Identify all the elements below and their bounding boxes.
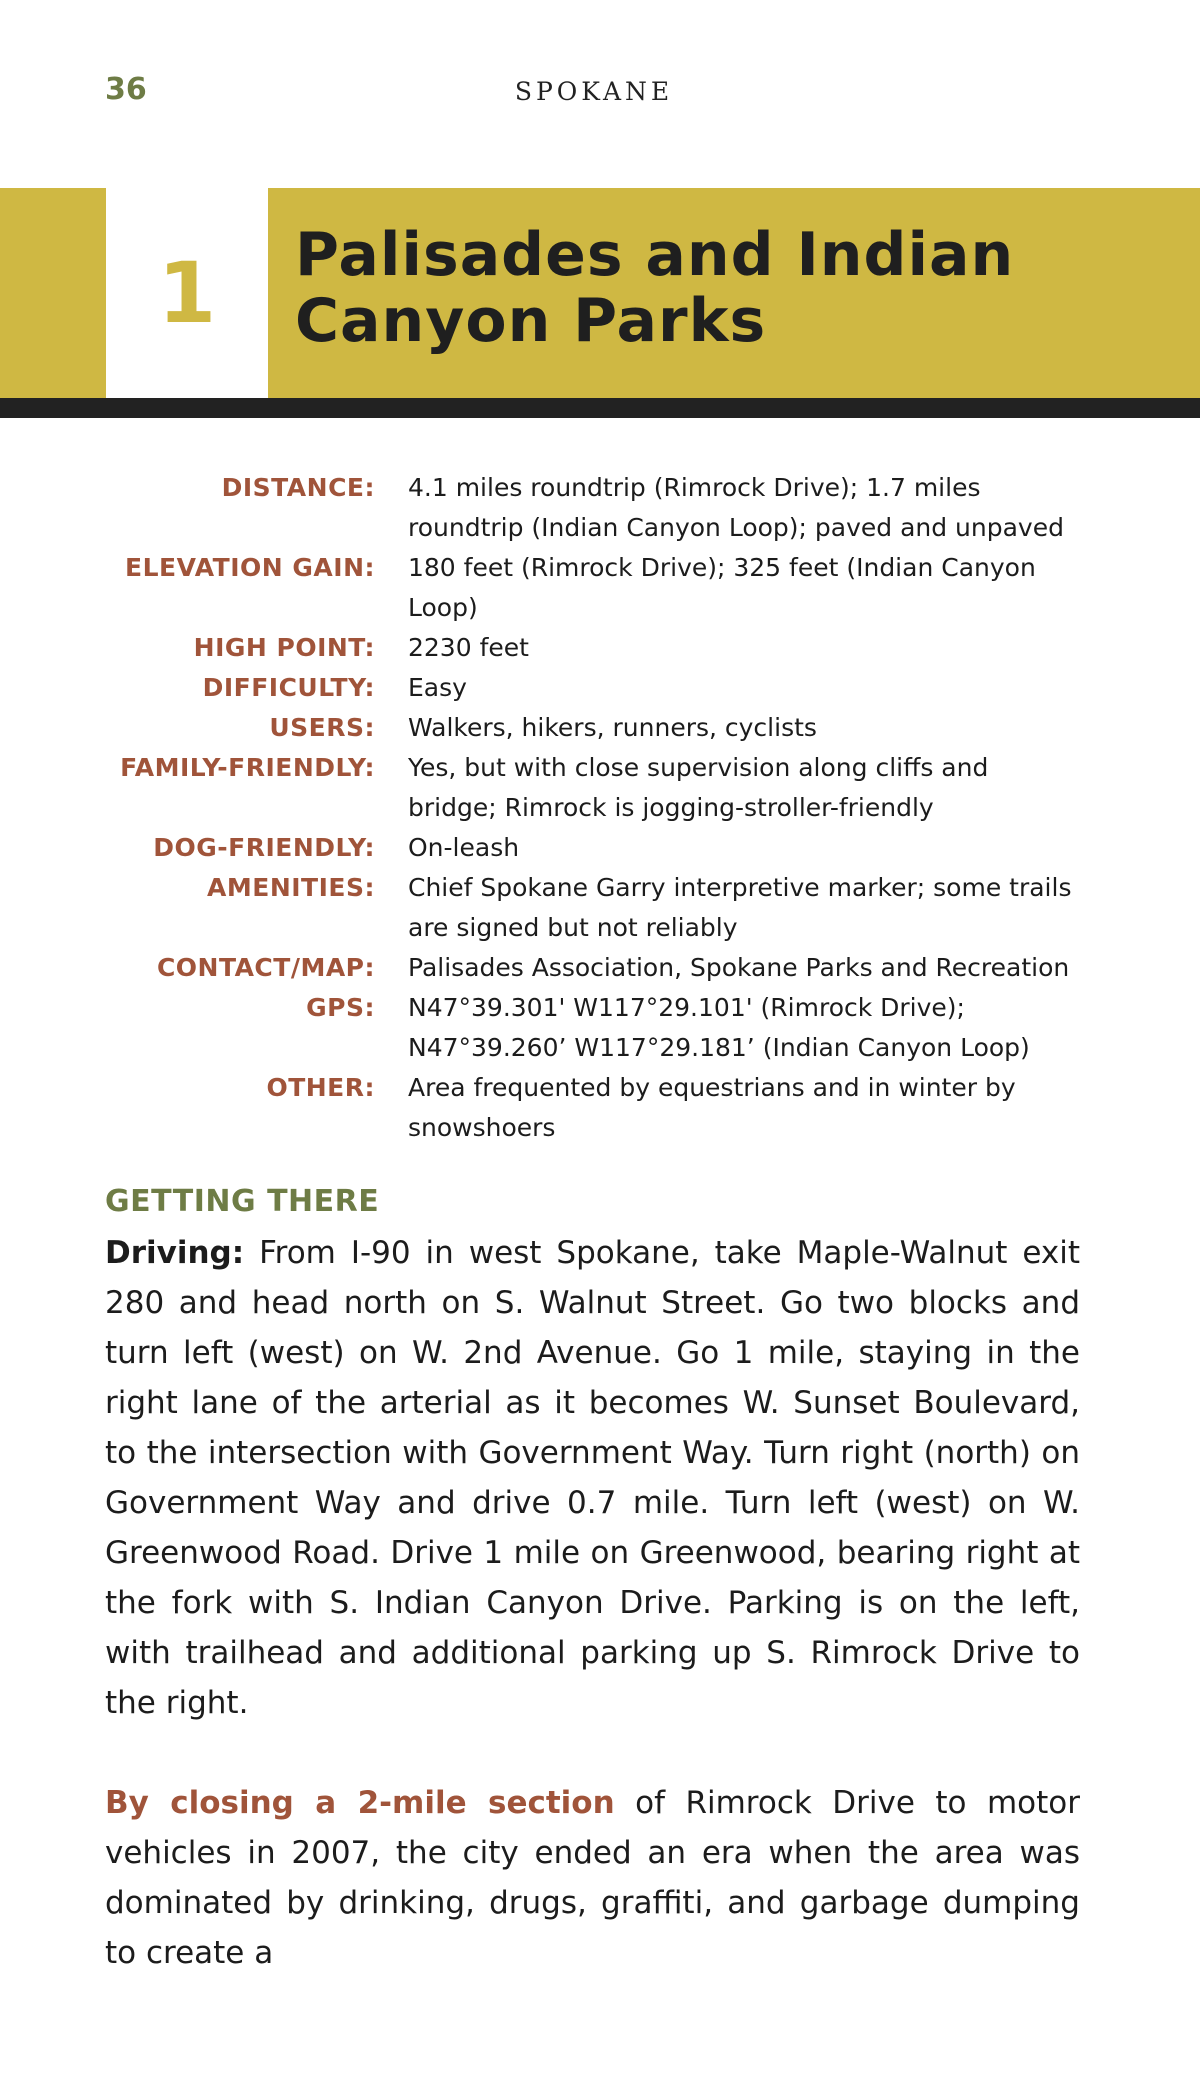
stat-label: OTHER:: [266, 1073, 375, 1102]
intro-paragraph: [105, 1778, 1080, 1978]
stat-row-dog-friendly: [0, 828, 1200, 868]
stat-value: Area frequented by equestrians and in winter by snowshoers: [408, 1073, 1016, 1142]
stat-value: 4.1 miles roundtrip (Rimrock Drive); 1.7 miles roundtrip (Indian Canyon Loop); paved and unpaved: [408, 473, 1064, 542]
stat-value: N47°39.301' W117°29.101' (Rimrock Drive); N47°39.260’ W117°29.181’ (Indian Canyon Loop): [408, 993, 1030, 1062]
stat-row-distance: [0, 468, 1200, 548]
stat-row-family-friendly: [0, 748, 1200, 828]
stat-row-users: [0, 708, 1200, 748]
stat-label: DIFFICULTY:: [202, 673, 375, 702]
driving-label: Driving:: [105, 1235, 245, 1271]
stat-label: USERS:: [269, 713, 375, 742]
stat-label: DISTANCE:: [221, 473, 375, 502]
hike-title: Palisades and Indian Canyon Parks: [295, 220, 1015, 356]
stat-value: On-leash: [408, 833, 520, 862]
stat-label: DOG-FRIENDLY:: [153, 833, 375, 862]
stat-value: Easy: [408, 673, 467, 702]
hike-number-box: [106, 188, 268, 398]
stat-value: Chief Spokane Garry interpretive marker; some trails are signed but not reliably: [408, 873, 1072, 942]
stat-row-contact-map: [0, 948, 1200, 988]
running-head: SPOKANE: [514, 77, 674, 106]
stat-value: 180 feet (Rimrock Drive); 325 feet (Indian Canyon Loop): [408, 553, 1036, 622]
stat-row-other: [0, 1068, 1200, 1148]
page-number: 36: [105, 72, 147, 107]
stat-value: Yes, but with close supervision along cliffs and bridge; Rimrock is jogging-stroller-friendly: [408, 753, 989, 822]
driving-text: From I-90 in west Spokane, take Maple-Walnut exit 280 and head north on S. Walnut Street. Go two blocks and turn left (west) on W. 2nd Avenue. Go 1 mile, staying in the right lane of the arterial as it becomes W. Sunset Boulevard, to the intersection with Government Way. Turn right (north) on Government Way and drive 0.7 mile. Turn left (west) on W. Greenwood Road. Drive 1 mile on Greenwood, bearing right at the fork with S. Indian Canyon Drive. Parking is on the left, with trailhead and additional parking up S. Rimrock Drive to the right.: [105, 1235, 1080, 1721]
stat-row-gps: [0, 988, 1200, 1068]
intro-lead-in: By closing a 2-mile section: [105, 1785, 615, 1821]
stat-label: ELEVATION GAIN:: [125, 553, 375, 582]
stat-label: FAMILY-FRIENDLY:: [120, 753, 375, 782]
stat-label: AMENITIES:: [207, 873, 375, 902]
stat-value: Palisades Association, Spokane Parks and Recreation: [408, 953, 1070, 982]
stat-row-high-point: [0, 628, 1200, 668]
stat-label: CONTACT/MAP:: [156, 953, 375, 982]
hike-number: 1: [157, 244, 217, 342]
stat-row-difficulty: [0, 668, 1200, 708]
title-rule: [0, 398, 1200, 418]
driving-directions: [105, 1228, 1080, 1728]
stats-table: [0, 468, 1200, 1148]
section-heading-getting-there: GETTING THERE: [105, 1184, 380, 1219]
stat-value: 2230 feet: [408, 633, 529, 662]
stat-label: HIGH POINT:: [193, 633, 375, 662]
stat-row-amenities: [0, 868, 1200, 948]
stat-label: GPS:: [306, 993, 375, 1022]
intro-text: of Rimrock Drive to motor vehicles in 2007, the city ended an era when the area was dominated by drinking, drugs, graffiti, and garbage dumping to create a: [105, 1785, 1080, 1971]
stat-value: Walkers, hikers, runners, cyclists: [408, 713, 817, 742]
stat-row-elevation-gain: [0, 548, 1200, 628]
